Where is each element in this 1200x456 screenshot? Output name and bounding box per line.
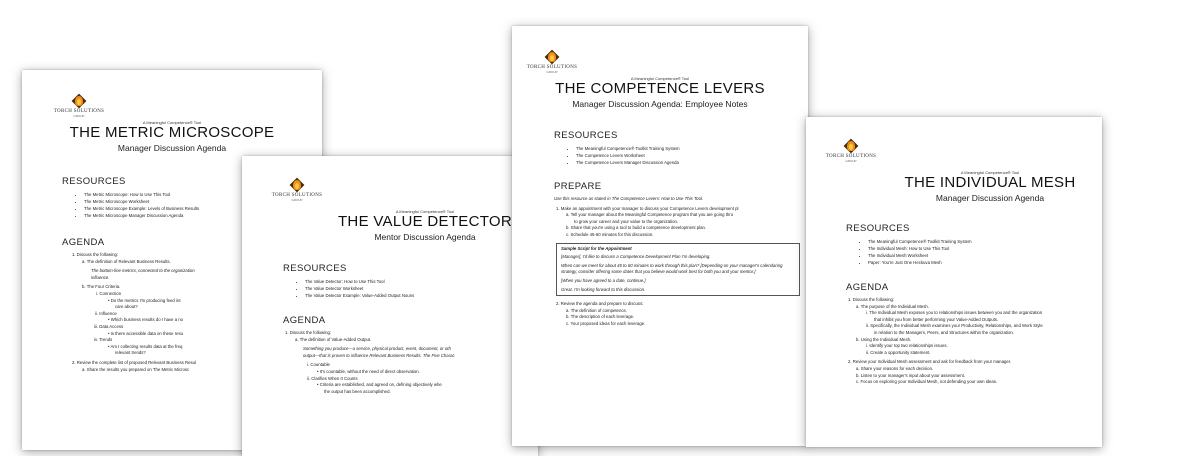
script-line: Great. I'm looking forward to this discussion.: [561, 286, 646, 292]
resources-heading: RESOURCES: [846, 223, 910, 234]
agenda-line: c. Focus on exploring your Individual Mesh, not defending your own ideas.: [856, 379, 998, 385]
page-subtitle: Mentor Discussion Agenda: [374, 231, 476, 242]
agenda-line: ii. Create a opportunity statement.: [866, 349, 931, 355]
torch-flame-icon: [844, 139, 858, 153]
agenda-line: i. Connection: [96, 290, 122, 296]
agenda-line: in relation to the Managers, Peers, and Structures within the organization.: [874, 329, 1014, 335]
agenda-line: 1. Discuss the following:: [848, 297, 895, 302]
agenda-heading: AGENDA: [62, 237, 105, 248]
page-title: THE COMPETENCE LEVERS: [555, 80, 765, 97]
resources-list: [846, 238, 1098, 266]
list-item: • The Value Detector Worksheet: [305, 285, 538, 292]
agenda-line: • Criteria are established, and agreed on, defining objectively whe: [317, 382, 442, 388]
torch-solutions-logo: TORCH SOLUTIONS GROUP: [512, 50, 597, 74]
page-title: THE INDIVIDUAL MESH: [904, 174, 1076, 191]
list-item: • The Individual Mesh Worksheet: [868, 252, 1098, 259]
script-line: [Manager], I'd like to discuss a Competence Development Plan I'm developing.: [561, 254, 711, 260]
torch-flame-icon: [545, 50, 559, 64]
page-subtitle: Manager Discussion Agenda: [117, 142, 227, 153]
script-title: Sample Script for the Appointment: [561, 245, 632, 251]
list-item: • The Meaningful Competence® Toolkit Training System: [868, 238, 1098, 245]
resources-heading: RESOURCES: [283, 263, 347, 274]
page-title: THE VALUE DETECTOR: [337, 213, 513, 230]
script-line: [When you have agreed to a date, continue.]: [561, 277, 646, 283]
tool-line: A Meaningful Competence® Tool: [142, 120, 202, 125]
agenda-line: the output has been accomplished.: [324, 388, 391, 394]
resources-list: [554, 145, 802, 166]
agenda-line: iii. Data Access: [94, 323, 124, 329]
prepare-line: a. The definition of competence.: [566, 307, 628, 313]
agenda-line: iv. Trends: [94, 337, 113, 343]
agenda-line: relevant trends?: [115, 350, 146, 356]
agenda-line: • Is there accessible data on these resu: [108, 330, 184, 336]
agenda-line: b. Using the Individual Mesh.: [856, 336, 912, 342]
list-item: • The Metric Microscope Manager Discussion Agenda: [84, 212, 322, 219]
list-item: • The Metric Microscope Worksheet: [84, 198, 322, 205]
resources-list: [283, 278, 538, 299]
list-item: • The Individual Mesh: How to Use This Tool: [868, 245, 1098, 252]
agenda-line: The bottom-line metrics, connected to the organization: [91, 268, 195, 274]
list-item: • The Competence Levers Worksheet: [576, 152, 802, 159]
agenda-line: 1. Discuss the following:: [285, 330, 332, 335]
agenda-line: a. The purpose of the Individual Mesh.: [856, 303, 930, 309]
agenda-line: that inhibit you from better performing your Value-Added Outputs.: [874, 316, 999, 322]
agenda-line: a. Share the results you prepared on The Metric Microsc: [82, 366, 190, 372]
agenda-line: a. The definition of Value-Added Output.: [295, 336, 372, 342]
prepare-line: to grow your career and your value to the organization.: [574, 218, 679, 224]
list-item: • The Metric Microscope: How to Use This Tool: [84, 191, 322, 198]
prepare-heading: PREPARE: [554, 181, 602, 192]
agenda-line: 2. Review the complete list of proposed Relevant Business Resul: [72, 359, 196, 365]
agenda-line: ii. Clarifies When It Counts: [307, 375, 358, 381]
tool-line: A Meaningful Competence® Tool: [960, 170, 1020, 175]
page-title: THE METRIC MICROSCOPE: [69, 124, 275, 141]
agenda-line: a. Share your reasons for each decision.: [856, 365, 934, 371]
document-page-competence-levers: [512, 26, 808, 446]
agenda-line: ii. Specifically, the Individual Mesh examines your Productivity, Relationships, and Work Style: [866, 323, 1043, 329]
torch-solutions-logo: TORCH SOLUTIONS GROUP: [34, 94, 124, 118]
resources-heading: RESOURCES: [554, 130, 618, 141]
tool-line: A Meaningful Competence® Tool: [395, 209, 455, 214]
prepare-line: c. Your proposed ideas for each leverage.: [566, 320, 646, 326]
agenda-heading: AGENDA: [846, 282, 889, 293]
agenda-line: i. The Individual Mesh exposes you to relationships issues between you and the organization: [866, 310, 1043, 316]
agenda-line: • Which business results do I have a no: [108, 317, 184, 323]
list-item: • The Meaningful Competence® Toolkit Training System: [576, 145, 802, 152]
agenda-line: • Do the metrics I'm producing feed int: [108, 297, 181, 303]
agenda-heading: AGENDA: [283, 315, 326, 326]
document-page-individual-mesh: [806, 117, 1102, 447]
agenda-line: 1. Discuss the following:: [72, 252, 119, 257]
list-item: • The Metric Microscope Example: Levels of Business Results: [84, 205, 322, 212]
list-item: • The Value Detector Example: Value-Added Output Nouns: [305, 292, 538, 299]
agenda-line: care about?: [115, 304, 138, 310]
sample-script-box: [556, 243, 800, 297]
list-item: • The Competence Levers Manager Discussion Agenda: [576, 159, 802, 166]
agenda-line: Something you produce—a service, physical product, event, document, or oth: [303, 346, 451, 352]
prepare-line: b. The description of each leverage.: [566, 314, 635, 320]
prepare-line: a. Tell your manager about the Meaningful Competence program that you are going thro: [566, 212, 734, 218]
page-subtitle: Manager Discussion Agenda: Employee Notes: [572, 98, 748, 109]
agenda-line: b. Listen to your manager's input about your assessment.: [856, 372, 966, 378]
prepare-intro: Use this resource as stated in The Competence Levers: How to Use This Tool.: [554, 196, 704, 201]
agenda-line: influence.: [91, 274, 110, 280]
prepare-line: c. Schedule 45-60 minutes for this discussion.: [566, 231, 654, 237]
torch-solutions-logo: TORCH SOLUTIONS GROUP: [806, 139, 896, 163]
agenda-line: • Am I collecting results data at the freq: [108, 343, 183, 349]
torch-flame-icon: [290, 178, 304, 192]
tool-line: A Meaningful Competence® Tool: [630, 76, 690, 81]
list-item: • Paper: You're Just One Heckuva Mesh: [868, 259, 1098, 266]
agenda-line: a. The definition of Relevant Business Results.: [82, 258, 171, 264]
prepare-line: 1. Make an appointment with your manager to discuss your Competence Levers development pl: [556, 205, 739, 211]
agenda-line: b. The Four Criteria.: [82, 284, 121, 290]
agenda-line: output—that is proven to influence Relevant Business Results. The Five Charac: [303, 352, 455, 358]
script-line: When can we meet for about 45 to 60 minutes to work through this plan? [Depending on your manager's calendaring strategy, consider offering some dates that you believe would work best for both you and your mentor.]: [561, 262, 783, 275]
list-item: • The Value Detector: How to Use This Tool: [305, 278, 538, 285]
agenda-line: ii. Influence: [95, 310, 117, 316]
torch-solutions-logo: TORCH SOLUTIONS GROUP: [252, 178, 342, 202]
agenda-line: • It's countable, without the need of direct observation.: [317, 368, 420, 374]
prepare-line: b. Share that you're using a tool to build a competence development plan.: [566, 225, 707, 231]
agenda-line: i. Identify your top two relationships issues.: [866, 343, 948, 349]
page-subtitle: Manager Discussion Agenda: [935, 192, 1045, 203]
agenda-line: i. Countable: [307, 362, 330, 368]
agenda-line: 2. Review your Individual Mesh assessment and ask for feedback from your manager.: [848, 359, 1012, 365]
document-page-value-detector: [242, 156, 538, 456]
torch-flame-icon: [72, 94, 86, 108]
resources-heading: RESOURCES: [62, 176, 126, 187]
prepare-line: 2. Review the agenda and prepare to discuss:: [556, 301, 644, 307]
